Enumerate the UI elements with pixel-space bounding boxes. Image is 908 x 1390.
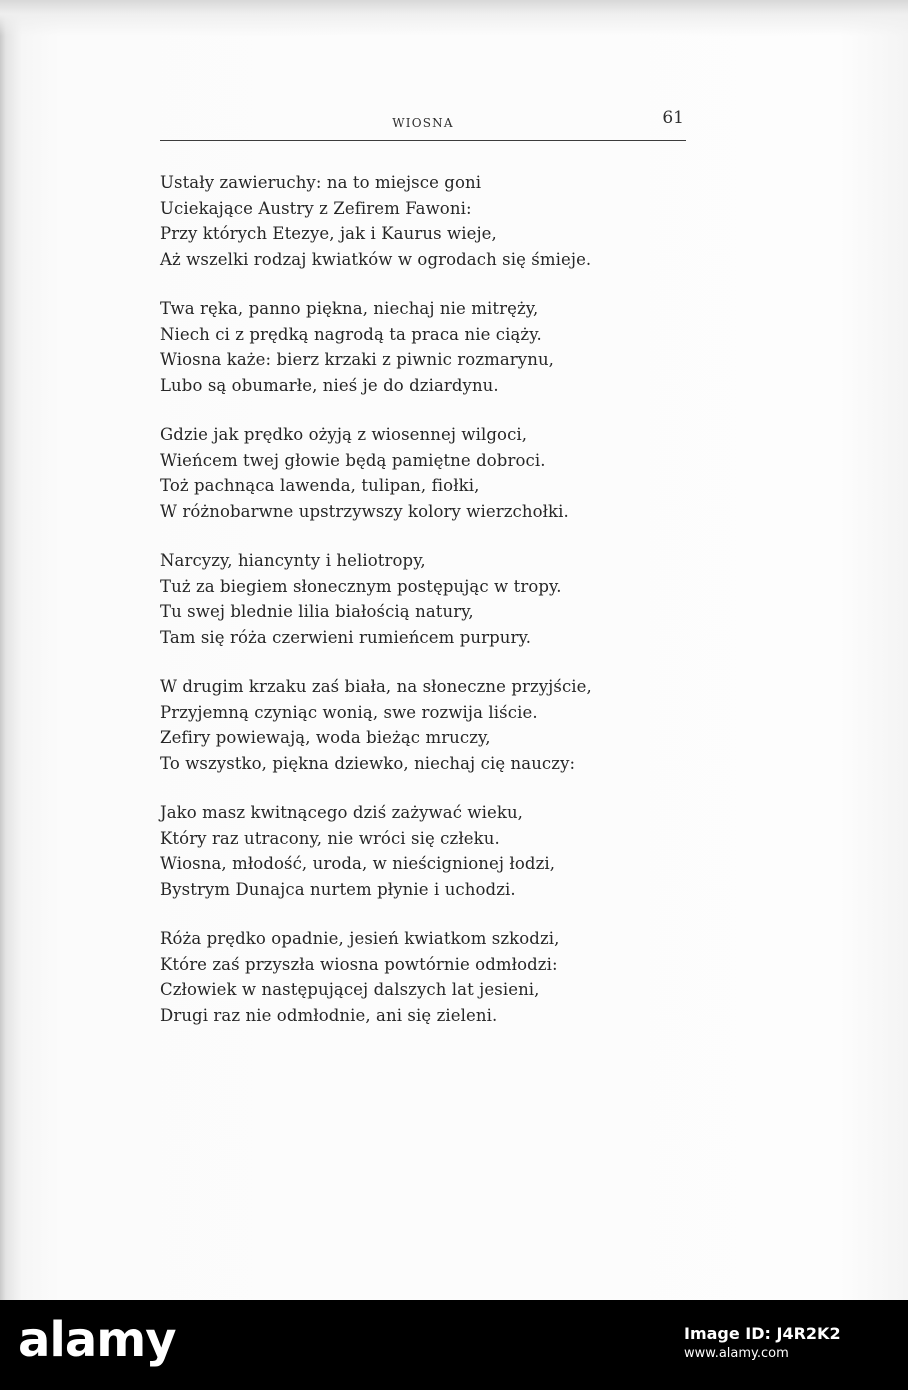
running-head xyxy=(160,106,686,141)
verse-line: Tu swej blednie lilia białością natury, xyxy=(160,602,474,621)
verse-line: Toż pachnąca lawenda, tulipan, fiołki, xyxy=(160,476,480,495)
poem-body xyxy=(160,170,720,1052)
verse-line: W różnobarwne upstrzywszy kolory wierzchołki. xyxy=(160,501,569,521)
stanza xyxy=(160,422,720,524)
stanza xyxy=(160,170,720,272)
stanza xyxy=(160,296,720,398)
page-number: 61 xyxy=(662,108,684,128)
image-id-label: Image ID: J4R2K2 xyxy=(684,1324,841,1343)
running-title: WIOSNA xyxy=(392,116,454,130)
verse-line: Wiosna, młodość, uroda, w nieścignionej łodzi, xyxy=(160,854,556,873)
verse-line: Lubo są obumarłe, nieś je do dziardynu. xyxy=(160,375,499,395)
site-url: www.alamy.com xyxy=(684,1346,789,1361)
stanza xyxy=(160,926,720,1028)
verse-line: Przyjemną czyniąc wonią, swe rozwija liście. xyxy=(160,702,538,722)
verse-line: To wszystko, piękna dziewko, niechaj cię nauczy: xyxy=(160,753,576,773)
verse-line: Bystrym Dunajca nurtem płynie i uchodzi. xyxy=(160,879,516,899)
verse-line: Które zaś przyszła wiosna powtórnie odmłodzi: xyxy=(160,954,558,974)
verse-line: Zefiry powiewają, woda bieżąc mruczy, xyxy=(160,728,491,747)
verse-line: Niech ci z prędką nagrodą ta praca nie ciąży. xyxy=(160,324,542,344)
verse-line: Wiosna każe: bierz krzaki z piwnic rozmarynu, xyxy=(160,350,555,369)
verse-line: Wieńcem twej głowie będą pamiętne dobroci. xyxy=(160,450,546,470)
verse-line: Ustały zawieruchy: na to miejsce goni xyxy=(160,173,482,192)
verse-line: Twa ręka, panno piękna, niechaj nie mitręży, xyxy=(160,299,539,318)
verse-line: Tuż za biegiem słonecznym postępując w tropy. xyxy=(160,576,562,596)
verse-line: Uciekające Austry z Zefirem Fawoni: xyxy=(160,198,472,218)
watermark-footer xyxy=(0,1300,908,1390)
verse-line: Narcyzy, hiancynty i heliotropy, xyxy=(160,551,426,570)
verse-line: Aż wszelki rodzaj kwiatków w ogrodach się śmieje. xyxy=(160,249,592,269)
verse-line: Który raz utracony, nie wróci się człeku. xyxy=(160,828,500,848)
footer-info xyxy=(684,1324,884,1364)
verse-line: Drugi raz nie odmłodnie, ani się zieleni. xyxy=(160,1005,498,1025)
verse-line: Człowiek w następującej dalszych lat jesieni, xyxy=(160,980,540,999)
verse-line: W drugim krzaku zaś biała, na słoneczne przyjście, xyxy=(160,677,592,696)
verse-line: Przy których Etezye, jak i Kaurus wieje, xyxy=(160,224,497,243)
verse-line: Róża prędko opadnie, jesień kwiatkom szkodzi, xyxy=(160,929,560,948)
verse-line: Gdzie jak prędko ożyją z wiosennej wilgoci, xyxy=(160,425,528,444)
alamy-logo: alamy xyxy=(18,1312,176,1368)
stanza xyxy=(160,674,720,776)
stanza xyxy=(160,548,720,650)
page-top-shadow xyxy=(0,0,908,36)
stanza xyxy=(160,800,720,902)
verse-line: Jako masz kwitnącego dziś zażywać wieku, xyxy=(160,803,524,822)
verse-line: Tam się róża czerwieni rumieńcem purpury. xyxy=(160,627,532,647)
